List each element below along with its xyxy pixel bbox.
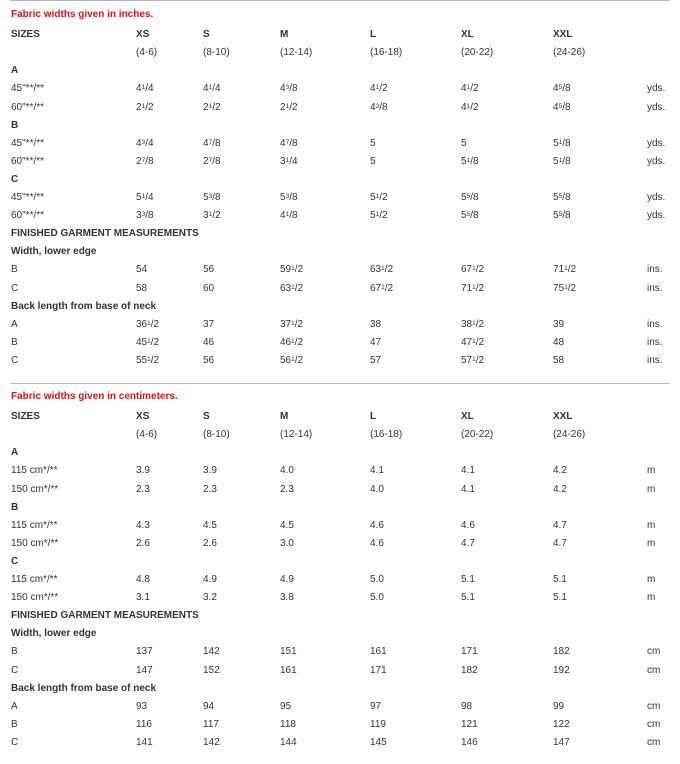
fabric-width-label: 150 cm*/**	[11, 483, 59, 495]
yardage-value: $5^1/2$	[370, 210, 388, 222]
measurement-value: 121	[461, 718, 478, 730]
measurement-value: 118	[280, 718, 296, 730]
yardage-value: $4^1/2$	[370, 83, 388, 95]
yardage-value: $3^1/2$	[203, 210, 221, 222]
yardage-value: 3.9	[136, 465, 150, 477]
measurement-value: $67^1/2$	[461, 264, 485, 276]
yardage-value: 4.5	[203, 519, 217, 531]
fabric-width-label: 150 cm*/**	[11, 537, 59, 549]
measurement-value: 39	[553, 318, 565, 330]
measurement-value: 58	[553, 354, 565, 366]
unit-label: cm	[647, 718, 661, 730]
unit-label: ins.	[647, 282, 663, 294]
measurement-value: 151	[280, 646, 297, 658]
measurement-value: 147	[553, 736, 570, 748]
fabric-width-label: 150 cm*/**	[11, 592, 59, 604]
yardage-value: 4.0	[280, 465, 294, 477]
yardage-value: 4.0	[370, 483, 384, 495]
fabric-width-label: 60"**/**	[11, 210, 45, 222]
yardage-value: 2.6	[136, 537, 150, 549]
unit-label: ins.	[647, 336, 663, 348]
yardage-value: $5^5/8$	[461, 192, 479, 203]
yardage-value: $3^1/4$	[280, 155, 298, 167]
size-name: S	[203, 29, 210, 41]
yardage-value: 5.1	[461, 592, 475, 604]
yardage-value: 5	[461, 137, 467, 149]
yardage-value: 4.3	[136, 519, 150, 531]
size-name: XL	[461, 411, 474, 423]
yardage-value: 3.2	[203, 592, 217, 604]
yardage-value: 4.7	[553, 537, 567, 549]
measurement-value: $36^1/2$	[136, 318, 160, 330]
size-name: S	[203, 411, 210, 423]
yardage-value: 5.1	[553, 574, 567, 585]
measurement-value: 141	[136, 736, 153, 748]
measurement-value: 117	[203, 718, 219, 730]
measurement-value: 144	[280, 736, 297, 748]
size-name: L	[370, 411, 377, 423]
size-range: (24-26)	[553, 47, 586, 59]
yardage-value: 5.1	[553, 592, 567, 604]
measurement-value: $71^1/2$	[553, 264, 577, 276]
size-range: (8-10)	[203, 47, 230, 59]
yardage-value: 2.3	[280, 483, 294, 495]
yardage-value: $4^7/8$	[203, 137, 221, 149]
yardage-value: 5.0	[370, 592, 384, 604]
measurement-group-label: Back length from base of neck	[11, 300, 157, 312]
measurement-value: $37^1/2$	[280, 318, 304, 330]
unit-label: ins.	[647, 318, 663, 330]
yardage-value: $2^1/2$	[203, 101, 221, 113]
yardage-value: $5^3/8$	[280, 192, 298, 203]
yardage-value: 5	[370, 155, 376, 167]
measurement-value: 116	[136, 718, 152, 730]
yardage-value: 4.5	[280, 519, 294, 531]
yardage-value: 4.2	[553, 483, 567, 495]
measurement-value: 93	[136, 700, 148, 712]
measurement-value: 94	[203, 700, 215, 712]
fabric-width-label: 60"**/**	[11, 101, 45, 113]
measurement-value: 192	[553, 664, 570, 676]
measurement-value: 147	[136, 664, 153, 676]
measurement-value: 54	[136, 264, 148, 276]
fabric-group-label: A	[11, 65, 19, 77]
measurement-value: 38	[370, 318, 382, 330]
yardage-value: 4.2	[553, 465, 567, 477]
yardage-value: $5^1/2$	[370, 192, 388, 203]
measurement-value: 98	[461, 700, 473, 712]
measurement-value: 182	[553, 646, 570, 658]
size-name: M	[280, 29, 289, 41]
unit-label: cm	[647, 700, 661, 712]
unit-label: yds.	[647, 83, 666, 95]
size-name: L	[370, 29, 377, 41]
yardage-value: $4^1/2$	[461, 83, 479, 95]
size-range: (12-14)	[280, 429, 313, 441]
measurement-value: 56	[203, 354, 215, 366]
yardage-value: 4.1	[461, 483, 475, 495]
fabric-width-label: 45"**/**	[11, 137, 45, 149]
yardage-value: 3.0	[280, 537, 294, 549]
yardage-value: 4.9	[280, 574, 294, 585]
fabric-group-label: B	[11, 119, 19, 131]
size-range: (24-26)	[553, 429, 586, 441]
yardage-value: $5^5/8$	[553, 192, 571, 203]
measurement-value: $56^1/2$	[280, 354, 304, 366]
measurement-row-label: C	[11, 354, 19, 366]
yardage-value: 4.1	[370, 465, 384, 477]
measurement-value: $38^1/2$	[461, 318, 485, 330]
measurement-row-label: C	[11, 664, 19, 676]
measurement-value: $47^1/2$	[461, 336, 485, 348]
yardage-value: 5	[370, 137, 376, 149]
unit-label: m	[647, 537, 656, 549]
sizes-label: SIZES	[11, 29, 40, 41]
unit-label: yds.	[647, 210, 666, 222]
size-range: (20-22)	[461, 47, 494, 59]
sizes-label: SIZES	[11, 411, 40, 423]
section-divider	[10, 0, 670, 1]
yardage-value: 4.6	[461, 519, 475, 531]
measurement-value: 48	[553, 336, 565, 348]
measurement-group-label: Width, lower edge	[11, 246, 97, 258]
measurement-row-label: B	[11, 264, 18, 276]
section-title: Fabric widths given in centimeters.	[11, 391, 178, 402]
measurement-value: $63^1/2$	[370, 264, 394, 276]
yardage-value: $5^3/8$	[203, 192, 221, 203]
yardage-value: 4.6	[370, 537, 384, 549]
size-range: (8-10)	[203, 429, 230, 441]
yardage-value: $4^3/8$	[370, 101, 388, 113]
yardage-value: 2.6	[203, 537, 217, 549]
measurement-value: 47	[370, 336, 382, 348]
yardage-value: $4^7/8$	[280, 137, 298, 149]
measurement-value: 145	[370, 736, 387, 748]
yardage-value: $2^1/2$	[280, 101, 298, 113]
measurement-value: $75^1/2$	[553, 282, 577, 294]
measurement-row-label: B	[11, 336, 18, 348]
yardage-value: 5.0	[370, 574, 384, 585]
measurement-value: 58	[136, 282, 148, 294]
unit-label: cm	[647, 646, 661, 658]
section-divider	[10, 383, 670, 384]
fabric-width-label: 115 cm*/**	[11, 519, 58, 531]
yardage-value: $2^7/8$	[136, 155, 154, 167]
size-name: XL	[461, 29, 474, 41]
size-range: (16-18)	[370, 429, 403, 441]
measurement-value: 97	[370, 700, 382, 712]
measurement-value: $59^1/2$	[280, 264, 304, 276]
yardage-value: $2^1/2$	[136, 101, 154, 113]
yardage-value: 4.1	[461, 465, 475, 477]
yardage-value: 4.8	[136, 574, 150, 585]
measurement-value: $63^1/2$	[280, 282, 304, 294]
measurement-value: 142	[203, 646, 220, 658]
measurement-value: 60	[203, 282, 215, 294]
size-name: XS	[136, 411, 150, 423]
unit-label: yds.	[647, 155, 666, 167]
measurement-group-label: Back length from base of neck	[11, 682, 157, 694]
yardage-value: 2.3	[136, 483, 150, 495]
size-range: (4-6)	[136, 429, 158, 441]
yardage-value: 4.9	[203, 574, 217, 585]
fabric-width-label: 115 cm*/**	[11, 574, 58, 585]
fabric-width-label: 45"**/**	[11, 83, 45, 95]
yardage-value: $5^5/8$	[461, 210, 479, 222]
unit-label: ins.	[647, 264, 663, 276]
measurement-value: 146	[461, 736, 478, 748]
measurement-value: 171	[370, 664, 387, 676]
measurement-value: 142	[203, 736, 220, 748]
unit-label: m	[647, 574, 656, 585]
measurement-value: 95	[280, 700, 292, 712]
yardage-value: 4.7	[553, 519, 567, 531]
size-name: XS	[136, 29, 150, 41]
yardage-value: $4^5/8$	[553, 83, 571, 95]
fabric-group-label: C	[11, 173, 19, 185]
unit-label: cm	[647, 664, 661, 676]
measurement-value: 182	[461, 664, 478, 676]
finished-measurements-heading: FINISHED GARMENT MEASUREMENTS	[11, 228, 199, 240]
yardage-value: 3.9	[203, 465, 217, 477]
yardage-value: 3.8	[280, 592, 294, 604]
size-name: XXL	[553, 411, 573, 423]
measurement-value: 122	[553, 718, 570, 730]
measurement-value: 161	[370, 646, 387, 658]
fabric-width-label: 45"**/**	[11, 192, 45, 203]
measurement-value: 57	[370, 354, 382, 366]
measurement-value: 171	[461, 646, 478, 658]
size-range: (4-6)	[136, 47, 158, 59]
yardage-value: $4^3/8$	[280, 83, 298, 95]
size-range: (20-22)	[461, 429, 494, 441]
measurement-value: $57^1/2$	[461, 354, 485, 366]
measurement-value: $46^1/2$	[280, 336, 304, 348]
yardage-value: $5^5/8$	[553, 210, 571, 222]
measurement-value: $55^1/2$	[136, 354, 160, 366]
yardage-value: 3.1	[136, 592, 150, 604]
yardage-value: 2.3	[203, 483, 217, 495]
size-range: (12-14)	[280, 47, 313, 59]
measurement-value: 152	[203, 664, 220, 676]
unit-label: yds.	[647, 101, 666, 113]
measurement-row-label: A	[11, 318, 18, 330]
unit-label: m	[647, 519, 656, 531]
size-range: (16-18)	[370, 47, 403, 59]
yardage-value: $4^1/8$	[280, 210, 298, 222]
measurement-row-label: C	[11, 736, 19, 748]
measurement-value: 161	[280, 664, 297, 676]
measurement-value: 119	[370, 718, 386, 730]
yardage-value: $4^1/2$	[461, 101, 479, 113]
yardage-value: $4^5/8$	[553, 101, 571, 113]
yardage-value: 4.7	[461, 537, 475, 549]
finished-measurements-heading: FINISHED GARMENT MEASUREMENTS	[11, 610, 199, 622]
yardage-value: $2^7/8$	[203, 155, 221, 167]
yardage-value: $4^1/4$	[203, 83, 221, 95]
measurement-group-label: Width, lower edge	[11, 628, 97, 640]
measurement-value: 99	[553, 700, 565, 712]
measurement-row-label: B	[11, 646, 18, 658]
fabric-group-label: C	[11, 555, 19, 567]
unit-label: yds.	[647, 192, 666, 203]
measurement-value: $45^1/2$	[136, 336, 160, 348]
fabric-width-label: 60"**/**	[11, 155, 45, 167]
measurement-value: 46	[203, 336, 215, 348]
unit-label: ins.	[647, 354, 663, 366]
yardage-value: $5^1/8$	[553, 155, 571, 167]
measurement-value: 56	[203, 264, 215, 276]
yardage-value: $4^1/4$	[136, 83, 154, 95]
yardage-value: $5^1/8$	[461, 155, 479, 167]
measurement-value: $71^1/2$	[461, 282, 485, 294]
unit-label: yds.	[647, 137, 666, 149]
fabric-group-label: B	[11, 501, 19, 513]
measurement-value: $67^1/2$	[370, 282, 394, 294]
measurement-value: 37	[203, 318, 215, 330]
fabric-group-label: A	[11, 447, 19, 459]
size-name: XXL	[553, 29, 573, 41]
yardage-value: 5.1	[461, 574, 475, 585]
size-name: M	[280, 411, 289, 423]
fabric-width-label: 115 cm*/**	[11, 465, 58, 477]
unit-label: m	[647, 483, 656, 495]
yardage-value: $4^3/4$	[136, 137, 154, 149]
measurement-row-label: C	[11, 282, 19, 294]
measurement-row-label: B	[11, 718, 18, 730]
measurement-value: 137	[136, 646, 153, 658]
yardage-value: $5^1/8$	[553, 137, 571, 149]
yardage-value: 4.6	[370, 519, 384, 531]
unit-label: cm	[647, 736, 661, 748]
yardage-value: $5^1/4$	[136, 192, 154, 203]
unit-label: m	[647, 465, 656, 477]
unit-label: m	[647, 592, 656, 604]
yardage-value: $3^3/8$	[136, 210, 154, 222]
section-title: Fabric widths given in inches.	[11, 9, 154, 20]
measurement-row-label: A	[11, 700, 18, 712]
